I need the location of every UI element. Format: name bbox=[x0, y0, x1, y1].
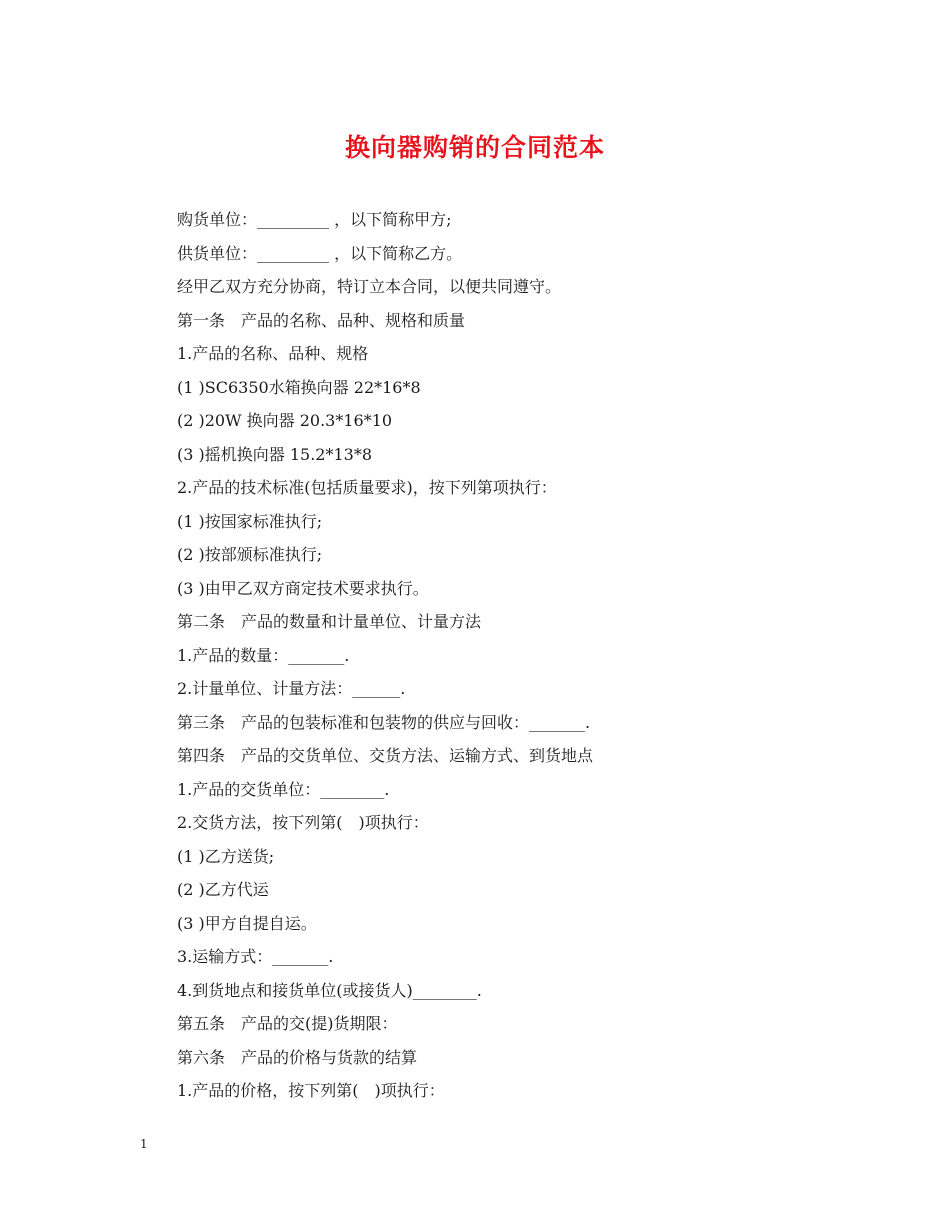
paragraph-line: 2.交货方法，按下列第( )项执行： bbox=[177, 813, 429, 832]
section-heading: 第五条 产品的交(提)货期限： bbox=[177, 1014, 398, 1033]
paragraph-line: 1.产品的数量：_______. bbox=[177, 645, 350, 665]
page-number: 1 bbox=[140, 1137, 148, 1151]
paragraph-line: 1.产品的交货单位：________. bbox=[177, 779, 390, 799]
paragraph-line: (3 )甲方自提自运。 bbox=[177, 913, 317, 933]
paragraph-line: 2.产品的技术标准(包括质量要求)，按下列第项执行： bbox=[177, 478, 557, 497]
paragraph-line: 供货单位：_________ ，以下简称乙方。 bbox=[177, 243, 463, 263]
section-heading: 第四条 产品的交货单位、交货方法、运输方式、到货地点 bbox=[177, 746, 594, 765]
section-heading: 第三条 产品的包装标准和包装物的供应与回收：_______. bbox=[177, 712, 591, 732]
document-title: 换向器购销的合同范本 bbox=[344, 133, 605, 162]
paragraph-line: (2 )按部颁标准执行; bbox=[177, 545, 323, 564]
section-heading: 第二条 产品的数量和计量单位、计量方法 bbox=[177, 612, 482, 631]
contract-body bbox=[177, 203, 877, 1108]
paragraph-line: 3.运输方式：_______. bbox=[177, 947, 334, 966]
paragraph-line: 购货单位：_________ ，以下简称甲方; bbox=[177, 210, 452, 229]
paragraph-line: (2 )乙方代运 bbox=[177, 880, 269, 899]
paragraph-line: (3 )由甲乙双方商定技术要求执行。 bbox=[177, 578, 429, 598]
paragraph-line: 2.计量单位、计量方法：______. bbox=[177, 679, 406, 698]
paragraph-line: 1.产品的名称、品种、规格 bbox=[177, 344, 369, 363]
paragraph-line: 4.到货地点和接货单位(或接货人)________. bbox=[177, 980, 482, 1000]
section-heading: 第六条 产品的价格与货款的结算 bbox=[177, 1047, 418, 1067]
paragraph-line: (1 )SC6350水箱换向器 22*16*8 bbox=[177, 377, 421, 397]
paragraph-line: (1 )按国家标准执行; bbox=[177, 511, 323, 531]
paragraph-line: 1.产品的价格，按下列第( )项执行： bbox=[177, 1081, 445, 1100]
paragraph-line: 经甲乙双方充分协商，特订立本合同，以便共同遵守。 bbox=[177, 277, 562, 296]
paragraph-line: (3 )摇机换向器 15.2*13*8 bbox=[177, 444, 373, 464]
section-heading: 第一条 产品的名称、品种、规格和质量 bbox=[177, 310, 466, 330]
paragraph-line: (2 )20W 换向器 20.3*16*10 bbox=[177, 411, 393, 430]
paragraph-line: (1 )乙方送货; bbox=[177, 846, 275, 866]
